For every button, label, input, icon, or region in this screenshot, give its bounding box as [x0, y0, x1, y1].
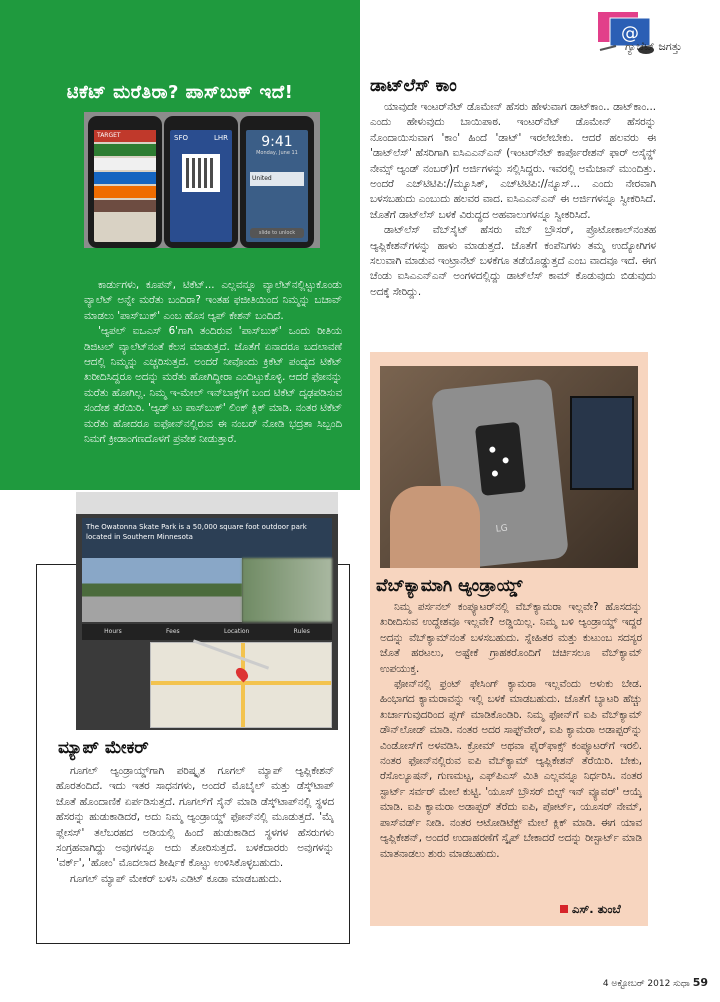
phone-brand-label: LG	[495, 523, 509, 535]
author-square-icon	[560, 905, 568, 913]
skatepark-screenshot	[76, 492, 338, 730]
dotless-title: ಡಾಟ್‌ಲೆಸ್ ಕಾಂ	[370, 76, 457, 96]
footer-date: 4 ಅಕ್ಟೋಬರ್ 2012	[602, 979, 671, 989]
fees-label: Fees	[166, 628, 180, 635]
passbook-phones-image	[84, 112, 320, 248]
origin-code: SFO	[174, 134, 188, 142]
page-footer	[603, 976, 708, 989]
footer-magazine: ಸುಧಾ	[673, 979, 690, 989]
logo-at-text: @	[621, 23, 639, 44]
mapmaker-body	[56, 764, 334, 887]
map-pin-icon	[234, 666, 251, 683]
page-number: 59	[692, 976, 708, 989]
mapmaker-title: ಮ್ಯಾಪ್ ಮೇಕರ್	[58, 738, 149, 758]
qr-code-icon	[182, 154, 220, 192]
passbook-paragraph: ಕಾರ್ಡುಗಳು, ಕೂಪನ್, ಟಿಕೆಟ್... ಎಲ್ಲವನ್ನೂ ವ್ಯಾಲೆಟ್‌ನಲ್ಲಿಟ್ಟುಕೊಂಡು ವ್ಯಾಲೆಟ್ ಅನ್ನೇ ಮರೆತು ಬಂದಿರಾ? ಇಂತಹ ಫಜೀತಿಯಿಂದ ನಿಮ್ಮನ್ನು ಬಚಾವ್ ಮಾಡಲು 'ಪಾಸ್‌ಬುಕ್' ಎಂಬ ಹೊಸ ಆ್ಯಪ್ ಕೇಶನ್ ಬಂದಿದೆ.	[84, 279, 342, 322]
location-label: Location	[223, 628, 250, 635]
rules-label: Rules	[293, 628, 310, 635]
embedded-map	[150, 642, 332, 728]
slide-unlock-bar: slide to unlock	[250, 228, 304, 238]
passbook-title: ಟಿಕೆಟ್ ಮರೆತಿರಾ? ಪಾಸ್‌ಬುಕ್ ಇದೆ!	[66, 82, 294, 103]
android-phone-photo	[380, 366, 638, 568]
android-paragraph: ನಿಮ್ಮ ಪರ್ಸನಲ್ ಕಂಪ್ಯೂಟರ್‌ನಲ್ಲಿ ವೆಬ್‌ಕ್ಯಾಮರಾ ಇಲ್ಲವೇ? ಹೊಸದನ್ನು ಖರೀದಿಸುವ ಉದ್ದೇಶವೂ ಇಲ್ಲವೇ? ಅಡ್ಡಿಯಿಲ್ಲ. ನಿಮ್ಮ ಬಳಿ ಆ್ಯಂಡ್ರಾಯ್ಡ್ ಇದ್ದರೆ ಅದನ್ನು ವೆಬ್‌ಕ್ಯಾಮ್‌ನಂತೆ ಬಳಸಬಹುದು. ಸ್ನೇಹಿತರ ಮತ್ತು ಕುಟುಂಬ ಸದಸ್ಯರ ಜೊತೆ ಹರಟಲು, ಅಷ್ಟೇಕೆ ಗ್ರಾಹಕರೊಂದಿಗೆ ಚರ್ಚಿಸಲೂ ವೆಬ್‌ಕ್ಯಾಮ್ ಉಪಯುಕ್ತ.	[380, 601, 642, 675]
android-body	[380, 600, 642, 862]
phone-right	[240, 116, 314, 248]
clock-time: 9:41	[261, 134, 293, 150]
mapmaker-paragraph: ಗೂಗಲ್ ಆ್ಯಂಡ್ರಾಯ್ಡ್‌ಗಾಗಿ ಪರಿಷ್ಕೃತ ಗೂಗಲ್ ಮ್ಯಾಪ್ ಆ್ಯಪ್ಲಿಕೇಶನ್ ಹೊರತಂದಿದೆ. ಇದು ಇತರ ಸಾಧನಗಳು, ಅಂದರೆ ಮೊಬೈಲ್ ಮತ್ತು ಡೆಸ್ಕ್‌ಟಾಪ್ ಜೊತೆ ಹೊಂದಾಣಿಕೆ ಏರ್ಪಡಿಸುತ್ತದೆ. ಗೂಗಲ್‌ಗೆ ಸೈನ್ ಮಾಡಿ ಡೆಸ್ಕ್‌ಟಾಪ್‌ನಲ್ಲಿ ಸ್ಥಳದ ಹೆಸರನ್ನು ಹುಡುಕಾಡಿದರೆ, ಅದು ನಿಮ್ಮ ಆ್ಯಂಡ್ರಾಯ್ಡ್ ಫೋನ್‌ನಲ್ಲಿ ಮೂಡುತ್ತದೆ. 'ಮೈ ಪ್ಲೇಸಸ್' ತಲೆಬರಹದ ಅಡಿಯಲ್ಲಿ ಹಿಂದೆ ಹುಡುಕಾಡಿದ ಸ್ಥಳಗಳ ಹೆಸರುಗಳು ಸಂಗ್ರಹವಾಗಿದ್ದು ಅವುಗಳನ್ನೂ ಅದು ತೋರಿಸುತ್ತದೆ. ಬಳಕೆದಾರರು ಅವುಗಳನ್ನು 'ವರ್ಕ್', 'ಹೋಂ' ಮೊದಲಾದ ಶೀರ್ಷಿಕೆ ಕೊಟ್ಟು ಉಳಿಸಿಕೊಳ್ಳಬಹುದು.	[56, 765, 334, 870]
skatepark-headline: The Owatonna Skate Park is a 50,000 square foot outdoor park located in Southern Minnesota	[82, 518, 332, 558]
author-name: ಎಸ್. ತುಂಬೆ	[572, 902, 621, 916]
passbook-paragraph: 'ಆ್ಯಪಲ್ ಐಒಎಸ್ 6'ಗಾಗಿ ತಂದಿರುವ 'ಪಾಸ್‌ಬುಕ್' ಒಂದು ರೀತಿಯ ಡಿಜಿಟಲ್ ವ್ಯಾಲೆಟ್‌ನಂತೆ ಕೆಲಸ ಮಾಡುತ್ತದೆ. ಜೊತೆಗೆ ಏನಾದರೂ ಬದಲಾವಣೆ ಆದಲ್ಲಿ ನಿಮ್ಮನ್ನು ಎಚ್ಚರಿಸುತ್ತದೆ. ಅಂದರೆ ನೀವೊಂದು ಕ್ರಿಕೆಟ್ ಪಂದ್ಯದ ಟಿಕೆಟ್ ಖರೀದಿಸಿದ್ದರೂ ಅದನ್ನು ಮರೆತು ಹೋಗಿದ್ದೀರಾ ಎಂದಿಟ್ಟುಕೊಳ್ಳಿ. ಆದರೆ ಫೋನನ್ನು ಮರೆತು ಹೋಗಿಲ್ಲ. ನಿಮ್ಮ ಇ-ಮೇಲ್ ಇನ್‌ಬಾಕ್ಸ್‌ಗೆ ಬಂದ ಟಿಕೆಟ್ ದೃಢಪಡಿಸುವ ಸಂದೇಶ ತೆರೆಯಿರಿ. 'ಆ್ಯಡ್ ಟು ಪಾಸ್‌ಬುಕ್' ಲಿಂಕ್ ಕ್ಲಿಕ್ ಮಾಡಿ. ನಂತರ ಟಿಕೆಟ್ ಮರೆತು ಹೋದರೂ ಐಫೋನ್‌ನಲ್ಲಿರುವ ಈ ನಂಬರ್ ನೋಡಿ ಭದ್ರತಾ ಸಿಬ್ಬಂದಿ ನಿಮಗೆ ಕ್ರೀಡಾಂಗಣದೊಳಗೆ ಪ್ರವೇಶ ನೀಡುತ್ತಾರೆ.	[84, 325, 342, 446]
passbook-body	[84, 278, 342, 447]
hours-label: Hours	[104, 628, 122, 635]
clock-date: Monday, June 11	[256, 150, 298, 156]
dotless-paragraph: ಯಾವುದೇ ಇಂಟರ್‌ನೆಟ್ ಡೊಮೇನ್ ಹೆಸರು ಹೇಳುವಾಗ ಡಾಟ್‌ಕಾಂ.. ಡಾಟ್‌ಕಾಂ... ಎಂದು ಹೇಳುವುದು ಬಾಯಿಪಾಠ. ಇಂಟರ್‌ನೆಟ್ ಡೊಮೇನ್ ಹೆಸರನ್ನು ನೊಂದಾಯಿಸುವಾಗ 'ಕಾಂ' ಹಿಂದೆ 'ಡಾಟ್' ಇರಲೇಬೇಕು. ಆದರೆ ಹಲವರು ಈ 'ಡಾಟ್‌ಲೆಸ್' ಹೆಸರಿಗಾಗಿ ಐಸಿಎಎನ್‌ಎನ್ (ಇಂಟರ್‌ನೆಟ್ ಕಾರ್ಪೊರೇಶನ್ ಫಾರ್ ಅಸೈನ್ಡ್ ನೇಮ್ಸ್ ಆ್ಯಂಡ್ ನಂಬರ್)ಗೆ ಅರ್ಜಿಗಳನ್ನು ಸಲ್ಲಿಸಿದ್ದರು. ಇವರಲ್ಲಿ ಅಮೆಜಾನ್ ಮುಂದಿತ್ತು. ಅಂದರೆ ಎಚ್‌ಟಿಟಿಪಿ://ಮ್ಯೂಸಿಕ್, ಎಚ್‌ಟಿಟಿಪಿ://ನ್ಯೂಸ್... ಎಂದು ನೇರವಾಗಿ ಬಳಸಬಹುದು ಎಂಬುದು ಹಲವರ ವಾದ. ಐಸಿಎಎನ್‌ಎನ್ ಈ ಅರ್ಜಿಗಳನ್ನೂ ಸ್ವೀಕರಿಸಿದೆ. ಜೊತೆಗೆ ಡಾಟ್‌ಲೆಸ್ ಬಳಕೆ ವಿರುದ್ಧದ ಅಹವಾಲುಗಳನ್ನೂ ಸ್ವೀಕರಿಸಿದೆ.	[370, 101, 656, 221]
hand	[390, 486, 480, 568]
skatepark-photo	[82, 558, 242, 622]
target-card: TARGET	[94, 130, 156, 142]
android-paragraph: ಫೋನ್‌ನಲ್ಲಿ ಫ್ರಂಟ್ ಫೇಸಿಂಗ್ ಕ್ಯಾಮರಾ ಇಲ್ಲವೆಂದು ಅಳುಕು ಬೇಡ. ಹಿಂಭಾಗದ ಕ್ಯಾಮರಾವನ್ನು ಇಲ್ಲಿ ಬಳಕೆ ಮಾಡಬಹುದು. ಜೊತೆಗೆ ಬ್ಯಾಟರಿ ಹೆಚ್ಚು ಖರ್ಚಾಗುವುದರಿಂದ ಪ್ಲಗ್ ಮಾಡಿಕೊಂಡಿರಿ. ನಿಮ್ಮ ಫೋನ್‌ಗೆ ಐಪಿ ವೆಬ್‌ಕ್ಯಾಮ್ ಡೌನ್‌ಲೋಡ್ ಮಾಡಿ. ನಂತರ ಅದರ ಸಾಫ್ಟ್‌ವೇರ್, ಐಪಿ ಕ್ಯಾಮರಾ ಅಡಾಪ್ಟರ್‌ನ್ನು ವಿಂಡೋಸ್‌ಗೆ ಅಳವಡಿಸಿ. ಕ್ರೋಮ್ ಅಥವಾ ಫೈರ್‌ಫಾಕ್ಸ್ ಕಂಪ್ಯೂಟರ್‌ಗೆ ಇರಲಿ. ನಂತರ ಫೋನ್‌ನಲ್ಲಿರುವ ಐಪಿ ವೆಬ್‌ಕ್ಯಾಮ್ ಆ್ಯಪ್ಲಿಕೇಶನ್ ತೆರೆಯಿರಿ. ಬೇಕು, ರೆಸೊಲ್ಯೂಷನ್, ಗುಣಮಟ್ಟ, ಎಫ್‌ಪಿಎಸ್ ಮಿತಿ ಎಲ್ಲವನ್ನೂ ನಿರ್ಧರಿಸಿ. ನಂತರ ಸ್ಟಾರ್ಟ್ ಸರ್ವರ್ ಮೇಲೆ ಕುಟ್ಟಿ. 'ಯೂಸ್ ಬ್ರೌಸರ್ ಬಿಲ್ಟ್ ಇನ್ ವ್ಯೂವರ್' ಆಯ್ಕೆ ಮಾಡಿ. ಐಪಿ ಕ್ಯಾಮರಾ ಅಡಾಪ್ಟರ್ ತೆರೆದು ಐಪಿ, ಪೋರ್ಟ್, ಯೂಸರ್ ನೇಮ್, ಪಾಸ್‌ವರ್ಡ್ ನೀಡಿ. ನಂತರ ಆಟೋಡಿಟೆಕ್ಟ್ ಮೇಲೆ ಕ್ಲಿಕ್ ಮಾಡಿ. ಈಗ ಯಾವ ಆ್ಯಪ್ಲಿಕೇಶನ್, ಅಂದರೆ ಉದಾಹರಣೆಗೆ ಸ್ಕೈಪ್ ಬೇಕಾದರೆ ಅದನ್ನು ರೀಸ್ಟಾರ್ಟ್ ಮಾಡಿ ಮಾತನಾಡಲು ಶುರು ಮಾಡಬಹುದು.	[380, 678, 642, 860]
android-title: ವೆಬ್‌ಕ್ಯಾಮಾಗಿ ಆ್ಯಂಡ್ರಾಯ್ಡ್	[376, 576, 523, 596]
notification-united: United	[250, 172, 304, 186]
phone-left	[88, 116, 162, 248]
dotless-paragraph: ಡಾಟ್‌ಲೆಸ್ ವೆಬ್‌ಸೈಟ್ ಹೆಸರು ವೆಬ್ ಬ್ರೌಸರ್, ಪ್ರೊಟೋಕಾಲ್‌ನಂತಹ ಆ್ಯಪ್ಲಿಕೇಶನ್‌ಗಳನ್ನು ಹಾಳು ಮಾಡುತ್ತದೆ. ಜೊತೆಗೆ ಕಂಪೆನಿಗಳು ತಮ್ಮ ಉದ್ಯೋಗಿಗಳ ಸಲುವಾಗಿ ಮಾಡುವ ಇಂಟ್ರಾನೆಟ್ ಬಳಕೆಗೂ ತಡೆಯೊಡ್ಡುತ್ತದೆ ಎಂಬ ವಾದವೂ ಇದೆ. ಈಗ ಚೆಂಡು ಐಸಿಎಎನ್‌ಎನ್ ಅಂಗಳದಲ್ಲಿದ್ದು ಡಾಟ್‌ಲೆಸ್ ಕಾಮ್ ಕೊಡುವುದು ಬಿಡುವುದು ಅದಕ್ಕೆ ಸೇರಿದ್ದು.	[370, 224, 656, 298]
destination-code: LHR	[213, 134, 228, 142]
section-label: ಗ್ಯಾಜೆಟ್ ಜಗತ್ತು	[624, 40, 682, 53]
author-credit	[560, 902, 621, 917]
mapmaker-paragraph: ಗೂಗಲ್ ಮ್ಯಾಪ್ ಮೇಕರ್ ಬಳಸಿ ಎಡಿಟ್ ಕೂಡಾ ಮಾಡಬಹುದು.	[70, 872, 282, 885]
skatepark-footer-labels	[82, 624, 332, 640]
dotless-body	[370, 100, 656, 300]
phone-middle	[164, 116, 238, 248]
